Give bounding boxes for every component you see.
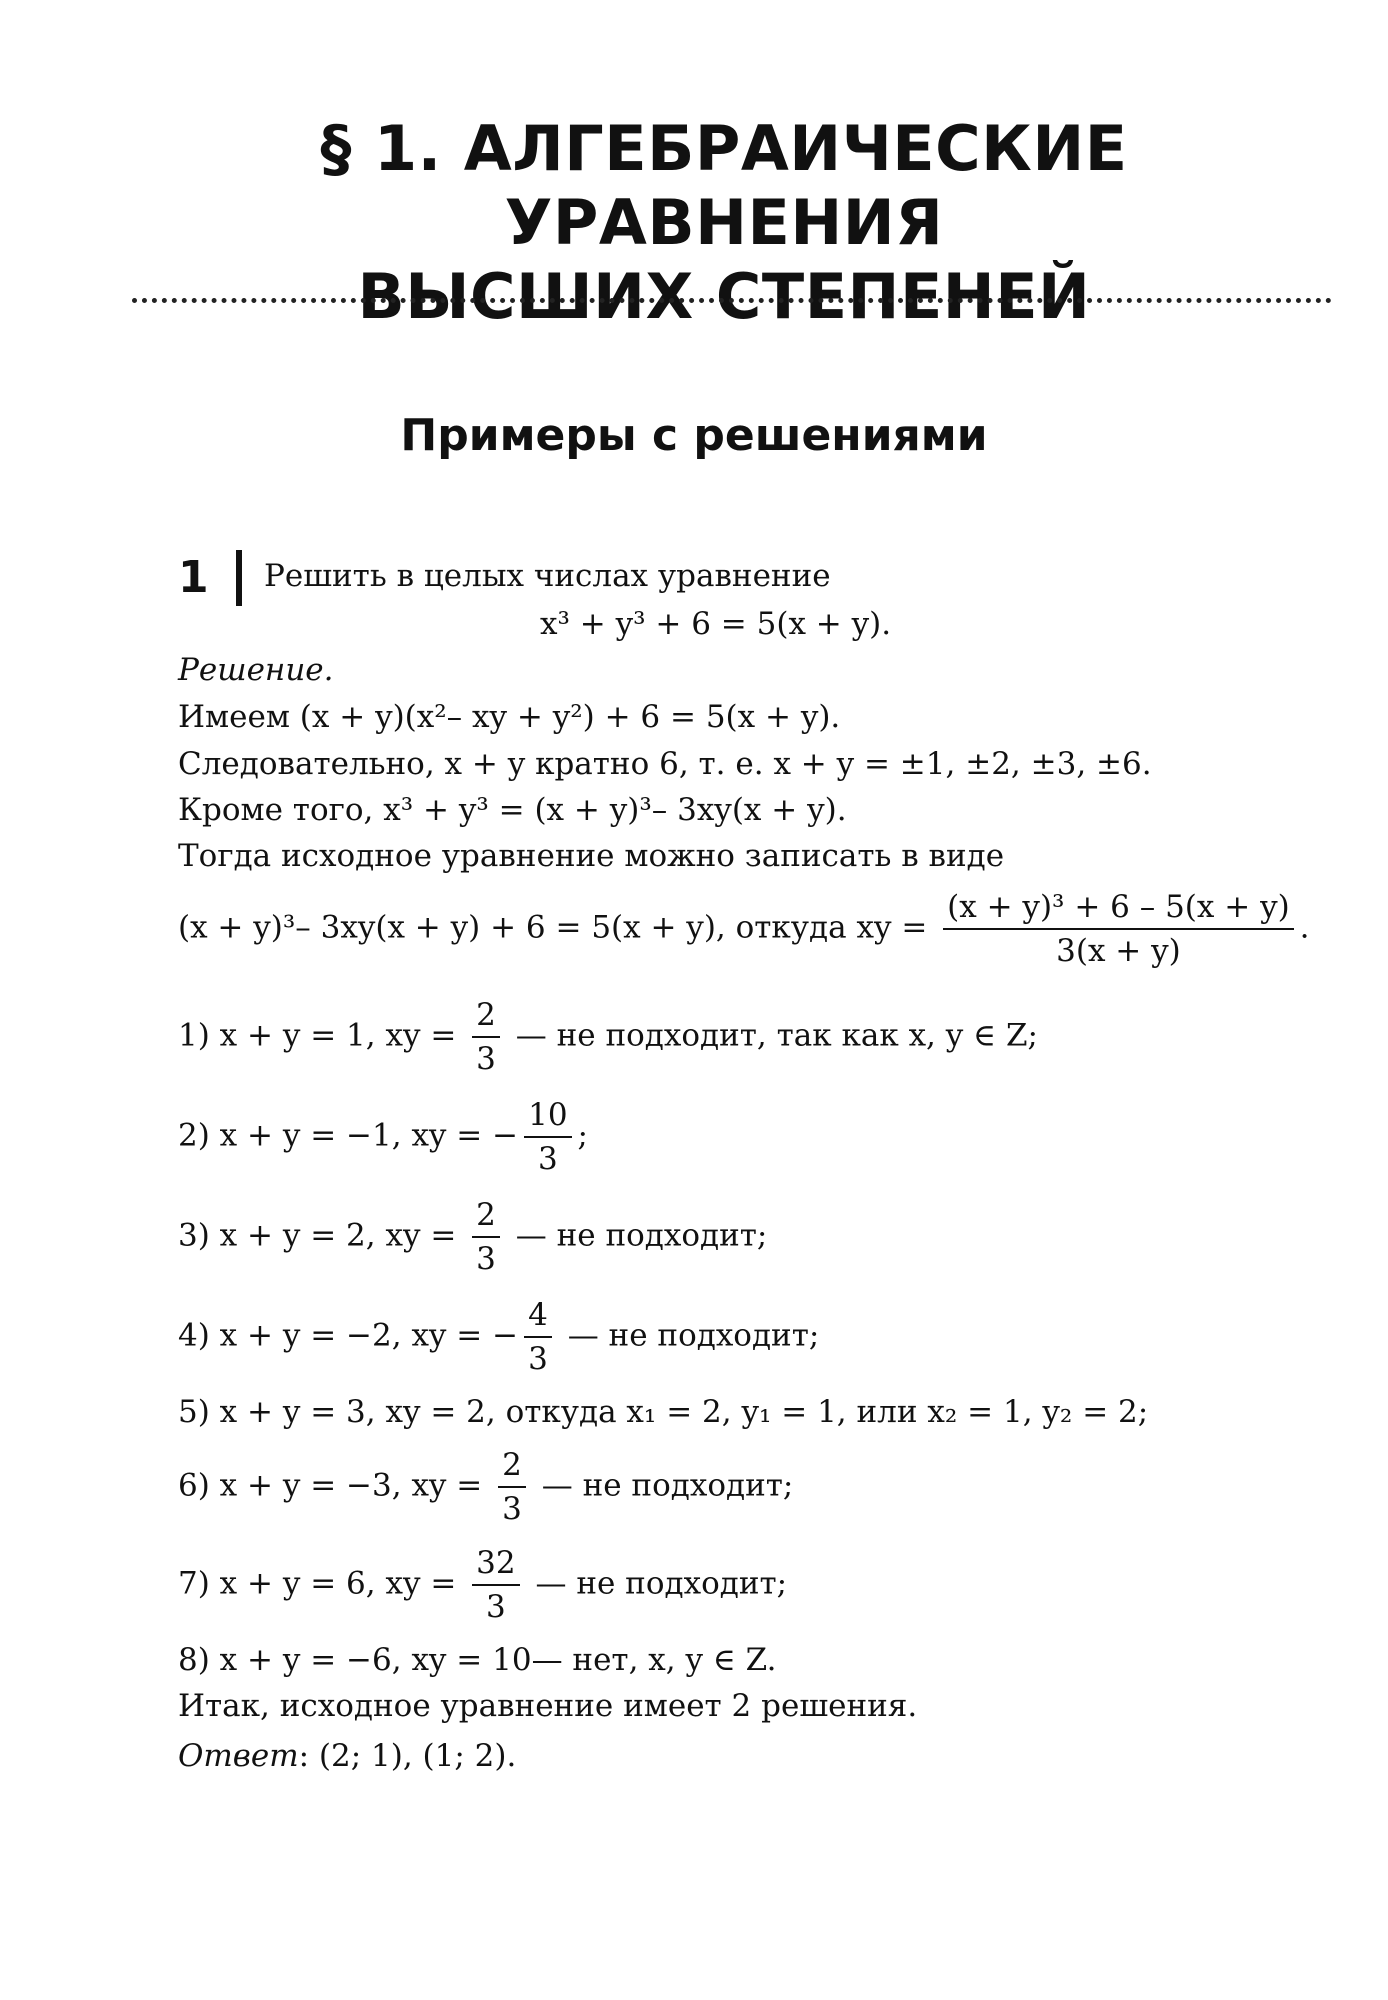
case-rhs: — не подходит; xyxy=(535,1565,788,1602)
case-5: 5) x + y = 3, xy = 2, откуда x₁ = 2, y₁ = 1, или x₂ = 1, y₂ = 2; xyxy=(178,1394,1149,1430)
case-7 xyxy=(178,1542,787,1628)
case-fraction xyxy=(524,1094,571,1180)
problem-number-bar xyxy=(236,550,242,606)
case-3 xyxy=(178,1194,767,1280)
case-1 xyxy=(178,994,1038,1080)
solution-heading: Решение. xyxy=(178,652,334,688)
line5-lhs: (x + y)³– 3xy(x + y) + 6 = 5(x + y), откуда xy = xyxy=(178,909,928,946)
case-fraction xyxy=(472,1542,519,1628)
case-6 xyxy=(178,1444,793,1530)
case-denominator: 3 xyxy=(528,1341,548,1377)
case-numerator: 2 xyxy=(472,1194,500,1238)
case-denominator: 3 xyxy=(476,1041,496,1077)
line5-numerator: (x + y)³ + 6 – 5(x + y) xyxy=(943,886,1294,930)
solution-line-5 xyxy=(178,886,1310,972)
case-lhs: 1) x + y = 1, xy = xyxy=(178,1017,457,1054)
problem-number: 1 xyxy=(178,552,209,603)
section-title: Примеры с решениями xyxy=(400,410,988,461)
case-numerator: 32 xyxy=(472,1542,519,1586)
line5-denominator: 3(x + y) xyxy=(1056,933,1181,969)
chapter-title-line2: ВЫСШИХ СТЕПЕНЕЙ xyxy=(357,260,1091,333)
case-8: 8) x + y = −6, xy = 10— нет, x, y ∈ Z. xyxy=(178,1642,777,1678)
case-rhs: — не подходит; xyxy=(515,1217,768,1254)
case-fraction xyxy=(472,1194,500,1280)
line5-period: . xyxy=(1299,909,1310,946)
case-numerator: 4 xyxy=(524,1294,552,1338)
case-lhs: 6) x + y = −3, xy = xyxy=(178,1467,483,1504)
case-numerator: 10 xyxy=(524,1094,571,1138)
case-fraction xyxy=(524,1294,552,1380)
conclusion: Итак, исходное уравнение имеет 2 решения. xyxy=(178,1688,918,1724)
answer xyxy=(178,1736,516,1776)
case-rhs: — не подходит, так как x, y ∈ Z; xyxy=(515,1017,1038,1054)
case-denominator: 3 xyxy=(486,1589,506,1625)
case-fraction xyxy=(472,994,500,1080)
answer-value: : (2; 1), (1; 2). xyxy=(298,1738,517,1774)
answer-label: Ответ xyxy=(178,1738,299,1774)
case-lhs: 2) x + y = −1, xy = − xyxy=(178,1117,519,1154)
case-lhs: 4) x + y = −2, xy = − xyxy=(178,1317,519,1354)
case-rhs: ; xyxy=(577,1117,588,1154)
case-2 xyxy=(178,1094,588,1180)
dotted-divider xyxy=(132,298,1332,303)
case-fraction xyxy=(498,1444,526,1530)
case-denominator: 3 xyxy=(537,1141,558,1177)
case-4 xyxy=(178,1294,819,1380)
line5-fraction xyxy=(943,886,1294,972)
case-rhs: — не подходит; xyxy=(541,1467,794,1504)
chapter-title-line1: § 1. АЛГЕБРАИЧЕСКИЕ УРАВНЕНИЯ xyxy=(320,112,1128,259)
case-rhs: — не подходит; xyxy=(567,1317,820,1354)
solution-line-1: Имеем (x + y)(x²– xy + y²) + 6 = 5(x + y). xyxy=(178,699,841,735)
case-numerator: 2 xyxy=(498,1444,526,1488)
solution-line-3: Кроме того, x³ + y³ = (x + y)³– 3xy(x + y). xyxy=(178,792,847,828)
case-denominator: 3 xyxy=(476,1241,496,1277)
case-numerator: 2 xyxy=(472,994,500,1038)
solution-line-4: Тогда исходное уравнение можно записать в виде xyxy=(178,838,1005,874)
problem-equation: x³ + y³ + 6 = 5(x + y). xyxy=(540,606,892,642)
case-lhs: 3) x + y = 2, xy = xyxy=(178,1217,457,1254)
solution-line-2: Следовательно, x + y кратно 6, т. е. x + y = ±1, ±2, ±3, ±6. xyxy=(178,746,1152,782)
case-denominator: 3 xyxy=(502,1491,522,1527)
problem-statement: Решить в целых числах уравнение xyxy=(264,558,831,594)
case-lhs: 7) x + y = 6, xy = xyxy=(178,1565,457,1602)
